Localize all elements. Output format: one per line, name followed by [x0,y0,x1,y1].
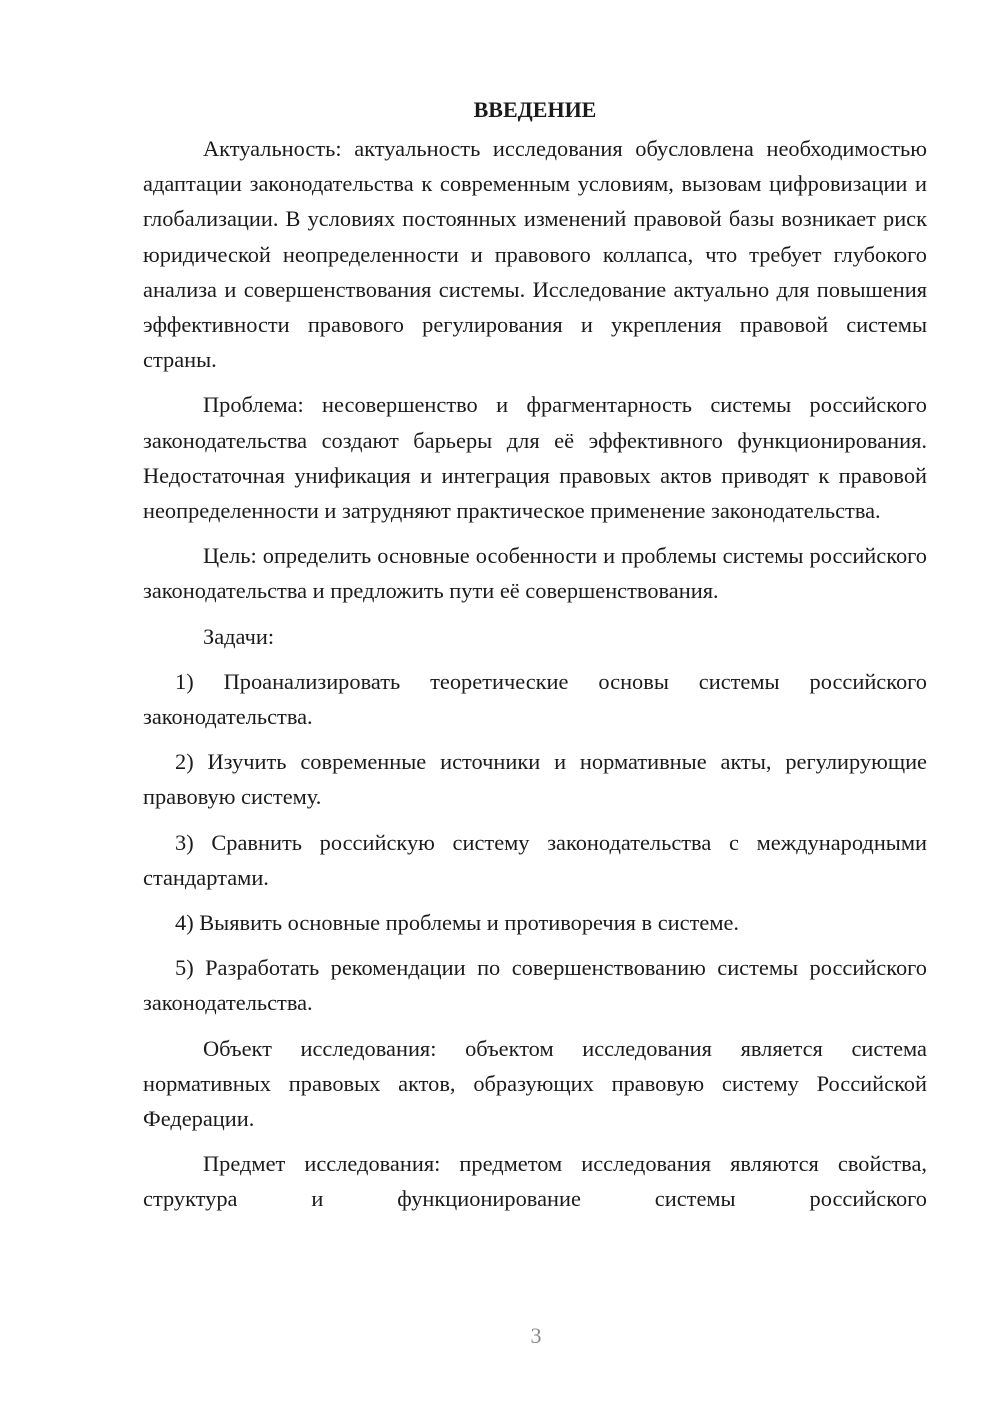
document-page [143,92,927,1227]
task-item-3: 3) Сравнить российскую систему законодательства с международными стандартами. [143,829,927,890]
paragraph-problem: Проблема: несовершенство и фрагментарность системы российского законодательства создают барьеры для её эффективного функционирования. Недостаточная унификация и интеграция правовых актов приводят к правовой неопределенности и затрудняют практическое применение законодательства. [143,392,927,524]
task-item-5: 5) Разработать рекомендации по совершенствованию системы российского законодательства. [143,955,927,1016]
paragraph-goal: Цель: определить основные особенности и проблемы системы российского законодательства и предложить пути её совершенствования. [143,543,927,604]
task-item-4: 4) Выявить основные проблемы и противоречия в системе. [175,910,740,936]
task-item-1: 1) Проанализировать теоретические основы системы российского законодательства. [143,668,927,730]
paragraph-subject: Предмет исследования: предметом исследования являются свойства, структура и функционирование системы российского [143,1151,927,1212]
section-heading: ВВЕДЕНИЕ [473,97,597,122]
tasks-label: Задачи: [203,623,275,649]
paragraph-object: Объект исследования: объектом исследования является система нормативных правовых актов, образующих правовую систему Российской Федерации. [143,1035,927,1132]
paragraph-relevance: Актуальность: актуальность исследования обусловлена необходимостью адаптации законодательства к современным условиям, вызовам цифровизации и глобализации. В условиях постоянных изменений правовой базы возникает риск юридической неопределенности и правового коллапса, что требует глубокого анализа и совершенствования системы. Исследование актуально для повышения эффективности правового регулирования и укрепления правовой системы страны. [143,136,927,373]
page-number: 3 [530,1323,542,1348]
task-item-2: 2) Изучить современные источники и нормативные акты, регулирующие правовую систему. [143,749,927,810]
